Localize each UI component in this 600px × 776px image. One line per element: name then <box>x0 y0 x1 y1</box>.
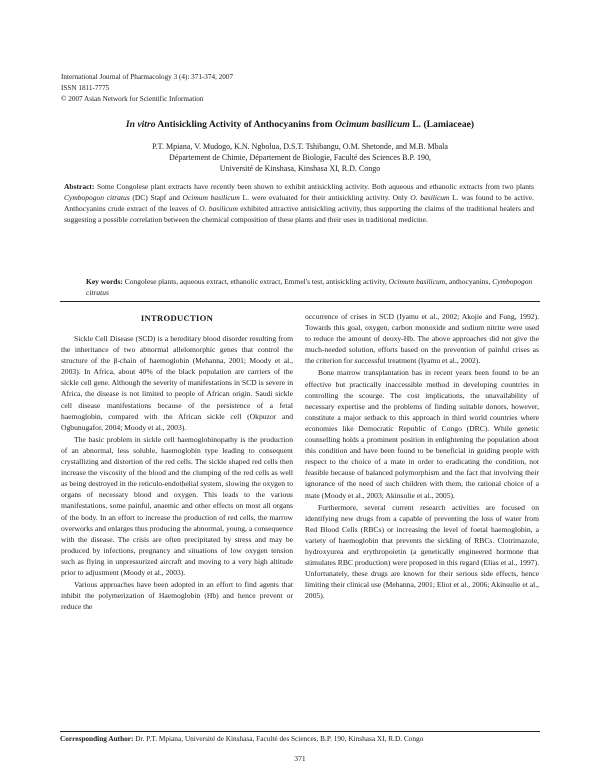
title-italic-part: In vitro <box>125 119 156 130</box>
author-names: P.T. Mpiana, V. Mudogo, K.N. Ngbolua, D.S.T. Tshibangu, O.M. Shetonde, and M.B. Mbala <box>152 142 448 151</box>
corresponding-author <box>60 733 540 744</box>
abstract-text-3: L. were evaluated for their antisickling activity. Only <box>239 193 411 202</box>
title-tail: L. (Lamiaceae) <box>409 119 475 130</box>
left-column <box>61 333 293 613</box>
author-block <box>60 141 540 174</box>
introduction-heading: INTRODUCTION <box>140 313 214 323</box>
abstract-species-4: O. basilicum <box>199 204 238 213</box>
journal-header <box>61 72 361 105</box>
keywords-species-2: Cymbopogon citratus <box>86 277 533 297</box>
journal-issn: ISSN 1811-7775 <box>61 84 110 92</box>
abstract-species-1: Cymbopogon citratus <box>64 193 130 202</box>
title-main: Antisickling Activity of Anthocyanins from <box>155 119 335 130</box>
keywords <box>86 276 538 298</box>
author-address: Université de Kinshasa, Kinshasa XI, R.D. Congo <box>219 164 381 173</box>
abstract-species-3: O. basilicum <box>410 193 450 202</box>
abstract-text-4: L. was found to be active. Anthocyanins crude extract of the leaves of <box>64 193 534 213</box>
journal-citation: International Journal of Pharmacology 3 (4): 371-374, 2007 <box>61 73 234 81</box>
author-affiliation: Département de Chimie, Département de Biologie, Faculté des Sciences B.P. 190, <box>169 153 431 162</box>
corresponding-author-text: Dr. P.T. Mpiana, Université de Kinshasa, Faculté des Sciences, B.P. 190, Kinshasa XI, R.D. Congo <box>133 734 424 743</box>
title-species: Ocimum basilicum <box>334 119 410 130</box>
paper-title <box>60 119 540 130</box>
abstract-text-1: Some Congolese plant extracts have recently been shown to exhibit antisickling activity. Both aqueous and ethanolic extracts from two plants <box>94 182 534 191</box>
footer-divider <box>60 731 540 732</box>
keywords-species-1: Ocimum basilicum <box>388 277 446 286</box>
keywords-label: Key words: <box>86 277 123 286</box>
intro-paragraph-3: Various approaches have been adopted in an effort to find agents that inhibit the polymerization of Haemoglobin (Hb) and hence prevent or reduce the <box>61 580 293 612</box>
section-divider <box>60 301 540 302</box>
abstract-text-2: (DC) Stapf and <box>129 193 183 202</box>
right-paragraph-1: occurrence of crises in SCD (Iyamu et al., 2002; Akojie and Fung, 1992). Towards this goal, oxygen, carbon monoxide and sodium nitrite were used to reduce the amount of deoxy-Hb. The above approaches did not give the much-needed solution, efforts based on the prevention of painful crises as the criterion for successful treatment (Iyamu et al., 2002). <box>305 312 539 366</box>
right-paragraph-3: Furthermore, several current research activities are focused on identifying new drugs from a capable of preventing the loss of water from Red Blood Cells (RBCs) or increasing the level of foetal haemoglobin, a variety of haemoglobin that prevents the sickling of RBCs. Clotrimazole, hydroxyurea and erythropoietin (a genetically engineered hormone that stimulates RBC production) were proposed in this regard (Elias et al., 1997). Unfortunately, these drugs are known for their serious side effects, hence limiting their clinical use (Mehanna, 2001; Eliot et al., 2006; Akinsulie et al., 2005). <box>305 502 539 601</box>
keywords-text-2: , anthocyanins, <box>445 277 493 286</box>
journal-copyright: © 2007 Asian Network for Scientific Information <box>61 95 204 103</box>
intro-paragraph-2: The basic problem in sickle cell haemoglobinopathy is the production of an abnormal, less soluble, haemoglobin type leading to consequent crystallizing and distortion of the red cells. The sickle shaped red cells then increase the viscosity of the blood and the clumping of the red cells as well as being destroyed in the reticulo-endothelial system, slowing the oxygen to organs of necessary blood and oxygen. This leads to the various manifestations, some painful, anaemic and other effects on most all organs of the body. In an effort to increase the production of red cells, the marrow overworks and enlarges thus producing the abnormal, young, a consequence with the disease. The crisis are often precipitated by stress and may be produced by infections, pregnancy and situations of low oxygen tension such as flying in unpressurized aircraft and moving to a very high altitude prior to adjustment (Moody et al., 2003). <box>61 434 293 577</box>
keywords-text-1: Congolese plants, aqueous extract, ethanolic extract, Emmel's test, antisickling activity, <box>122 277 389 286</box>
abstract <box>64 181 534 225</box>
corresponding-author-label: Corresponding Author: <box>60 734 134 743</box>
page-number: 371 <box>294 754 306 763</box>
right-column <box>305 311 539 602</box>
abstract-species-2: Ocimum basilicum <box>182 193 240 202</box>
intro-paragraph-1: Sickle Cell Disease (SCD) is a hereditary blood disorder resulting from the inheritance of two abnormal allelomorphic genes that control the structure of the β-chain of haemoglobin (Mehanna, 2001; Moody et al., 2003). In Africa, about 40% of the black population are carriers of the sickle cell gene. Although the severity of manifestations in SCD is severe in Africa, the disease is not limited to people of African origin. Saudi sickle cell disease manifestations because of the persistence of a fetal haemoglobin, compared with the African sickle cell (Okpuzor and Ogbunugafor, 2004; Moody et al., 2003). <box>61 334 293 432</box>
right-paragraph-2: Bone marrow transplantation has in recent years been found to be an effective but practically inaccessible method in developing countries in controlling the scourge. The cost implications, the unavailability of necessary expertise and the problems of finding suitable donors, however, constitute a major setback to this approach in third world countries where economies like Democratic Republic of Congo (DRC). While genetic counselling holds a prominent position in enlightening the population about this condition and have been found to be beneficial in guiding people with respect to the choice of a mate in order to eradicating the condition, not feasible because of balanced polymorphism and the fact that involving their ignorance of the need of such children with them, the rational choice of a mate (Moody et al., 2003; Akinsulie et al., 2005). <box>305 368 539 500</box>
abstract-text-5: exhibited attractive antisickling activity, thus supporting the claims of the traditional healers and suggesting a possible correlation between the chemical composition of these plants and their uses in traditional medicine. <box>64 204 534 224</box>
abstract-label: Abstract: <box>64 182 95 191</box>
